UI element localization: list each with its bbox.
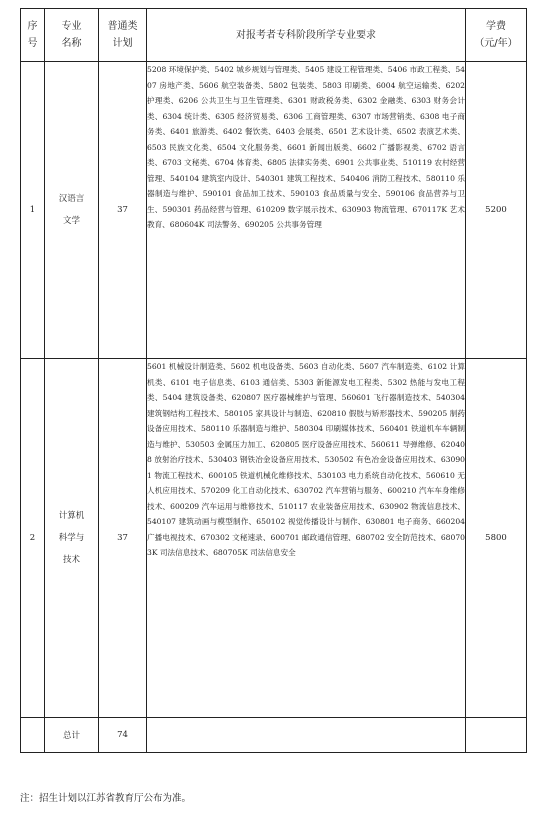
- header-fee: 学费 （元/年）: [466, 9, 527, 62]
- header-requirement: 对报考者专科阶段所学专业要求: [147, 9, 466, 62]
- row-plan: 37: [99, 359, 147, 718]
- row-no: 2: [21, 359, 45, 718]
- header-major: 专业 名称: [45, 9, 99, 62]
- row-no: 1: [21, 62, 45, 359]
- total-no-empty: [21, 718, 45, 753]
- total-fee-empty: [466, 718, 527, 753]
- row-plan: 37: [99, 62, 147, 359]
- enrollment-plan-table: [20, 8, 527, 753]
- row-requirements: 5208 环境保护类、5402 城乡规划与管理类、5405 建设工程管理类、5406 市政工程类、5407 房地产类、5606 航空装备类、5802 包装类、5803 印刷类、6004 航空运输类、6202 护理类、6206 公共卫生与卫生管理类、6301 财政税务类、6302 金融类、6303 财务会计类、6304 统计类、6305 经济贸易类、6306 工商管理类、6307 市场营销类、6308 电子商务类、6401 旅游类、6402 餐饮类、6403 会展类、6501 艺术设计类、6502 表演艺术类、6503 民族文化类、6504 文化服务类、6601 新闻出版类、6602 广播影视类、6702 语言类、6703 文秘类、6704 体育类、6805 法律实务类、6901 公共事业类、510119 农村经营管理、540104 建筑室内设计、540301 建筑工程技术、540406 消防工程技术、580110 乐器制造与维护、590101 食品加工技术、590103 食品质量与安全、590106 食品营养与卫生、590301 药品经营与管理、610209 数字展示技术、630903 物流管理、670117K 艺术教育、680604K 司法警务、690205 公共事务管理: [147, 62, 466, 359]
- total-label: 总计: [45, 718, 99, 753]
- row-requirements: 5601 机械设计制造类、5602 机电设备类、5603 自动化类、5607 汽车制造类、6102 计算机类、6101 电子信息类、6103 通信类、5303 新能源发电工程类、5302 热能与发电工程类、5404 建筑设备类、620807 医疗器械维护与管理、560601 飞行器制造技术、540304 建筑钢结构工程技术、580105 家具设计与制造、620810 假肢与矫形器技术、590205 制药设备应用技术、580110 乐器制造与维护、580304 印刷媒体技术、560401 铁道机车车辆制造与维护、530503 金属压力加工、620805 医疗设备应用技术、560611 导弹维修、620408 放射治疗技术、530403 钢铁冶金设备应用技术、530502 有色冶金设备应用技术、630901 物流工程技术、600105 铁道机械化维修技术、530103 电力系统自动化技术、560610 无人机应用技术、570209 化工自动化技术、630702 汽车营销与服务、600210 汽车车身维修技术、600209 汽车运用与维修技术、510117 农业装备应用技术、630902 物流信息技术、540107 建筑动画与模型制作、650102 视觉传播设计与制作、630801 电子商务、660204 广播电视技术、670302 文秘速录、600701 邮政通信管理、680702 安全防范技术、680703K 司法信息技术、680705K 司法信息安全: [147, 359, 466, 718]
- row-fee: 5800: [466, 359, 527, 718]
- total-plan: 74: [99, 718, 147, 753]
- row-major: 汉语言 文学: [45, 62, 99, 359]
- header-plan: 普通类 计划: [99, 9, 147, 62]
- table-header-row: [21, 9, 527, 62]
- header-no: 序 号: [21, 9, 45, 62]
- row-fee: 5200: [466, 62, 527, 359]
- total-row: [21, 718, 527, 753]
- row-major: 计算机 科学与 技术: [45, 359, 99, 718]
- table-row: [21, 62, 527, 359]
- footnote: 注：招生计划以江苏省教育厅公布为准。: [20, 793, 192, 804]
- total-requirements-empty: [147, 718, 466, 753]
- table-row: [21, 359, 527, 718]
